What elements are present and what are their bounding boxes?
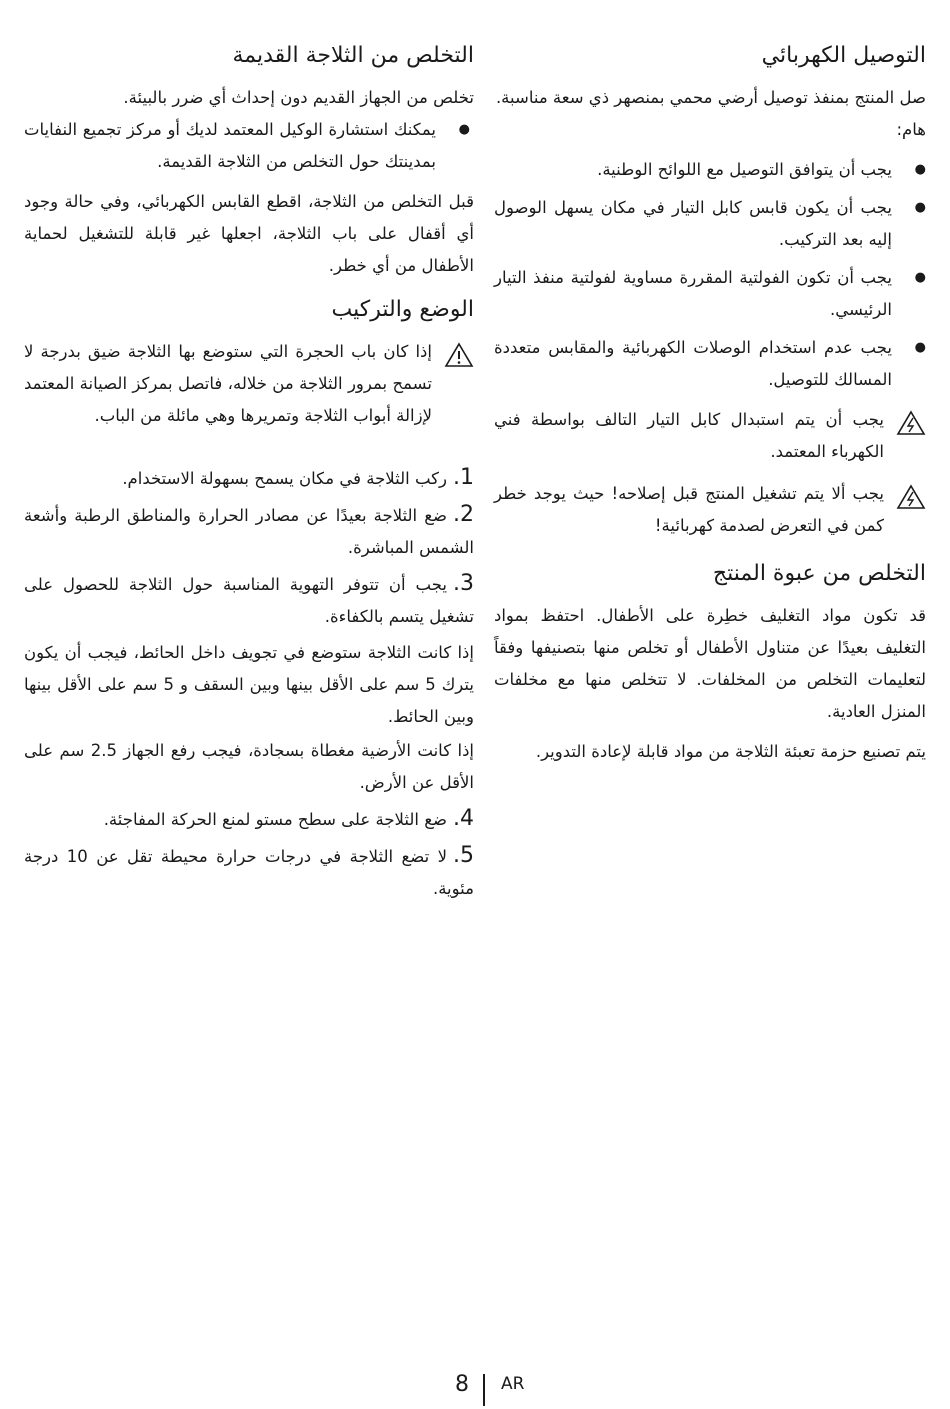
step-number: 1. bbox=[453, 465, 474, 490]
step-text: ضع الثلاجة على سطح مستو لمنع الحركة المفاجئة. bbox=[103, 810, 447, 829]
placement-installation-section bbox=[24, 292, 474, 905]
placement-step-3 bbox=[24, 568, 474, 633]
placement-warning bbox=[24, 336, 474, 432]
caution-triangle-icon bbox=[444, 342, 474, 368]
packaging-paragraph-1: قد تكون مواد التغليف خطِرة على الأطفال. احتفظ بمواد التغليف بعيدًا عن متناول الأطفال أو تخلص منها بتصنيفها وفقاً لتعليمات التخلص من المخلفات. لا تتخلص منها مع مخلفات المنزل العادية. bbox=[494, 606, 926, 721]
disposal-paragraph-2: قبل التخلص من الثلاجة، اقطع القابس الكهربائي، وفي حالة وجود أي أقفال على باب الثلاجة، اجعلها غير قابلة للتشغيل لحماية الأطفال من أي خطر. bbox=[24, 192, 474, 275]
electrical-connection-heading: التوصيل الكهربائي bbox=[761, 43, 926, 68]
page-footer bbox=[455, 1372, 595, 1404]
old-fridge-disposal-heading: التخلص من الثلاجة القديمة bbox=[232, 43, 474, 68]
step-text: لا تضع الثلاجة في درجات حرارة محيطة تقل عن 10 درجة مئوية. bbox=[24, 847, 474, 898]
electric-hazard-triangle-icon bbox=[896, 410, 926, 436]
electrical-bullet-3: ● يجب أن تكون الفولتية المقررة مساوية لفولتية منفذ التيار الرئيسي. bbox=[494, 262, 892, 326]
placement-step-2 bbox=[24, 499, 474, 564]
step-text: ضع الثلاجة بعيدًا عن مصادر الحرارة والمناطق الرطبة وأشعة الشمس المباشرة. bbox=[24, 506, 474, 557]
placement-installation-heading: الوضع والتركيب bbox=[331, 297, 474, 322]
placement-step-4 bbox=[24, 803, 474, 836]
step-number: 2. bbox=[453, 502, 474, 527]
step-text: يجب أن تتوفر التهوية المناسبة حول الثلاجة للحصول على تشغيل يتسم بالكفاءة. bbox=[24, 575, 474, 626]
placement-step-5 bbox=[24, 840, 474, 905]
electrical-intro: صل المنتج بمنفذ توصيل أرضي محمي بمنصهر ذي سعة مناسبة. bbox=[495, 88, 926, 107]
placement-step-1 bbox=[24, 462, 474, 495]
electrical-warning-1-text: يجب أن يتم استبدال كابل التيار التالف بواسطة فني الكهرباء المعتمد. bbox=[494, 410, 884, 461]
electrical-bullet-list bbox=[494, 154, 926, 396]
placement-steps-list bbox=[24, 462, 474, 633]
left-column bbox=[24, 38, 474, 909]
packaging-disposal-heading: التخلص من عبوة المنتج bbox=[712, 561, 926, 586]
electrical-bullet-1: ● يجب أن يتوافق التوصيل مع اللوائح الوطنية. bbox=[494, 154, 892, 186]
step-number: 3. bbox=[453, 571, 474, 596]
carpet-note: إذا كانت الأرضية مغطاة بسجادة، فيجب رفع الجهاز 2.5 سم على الأقل عن الأرض. bbox=[24, 741, 475, 792]
right-column bbox=[494, 38, 926, 776]
packaging-paragraph-2: يتم تصنيع حزمة تعبئة الثلاجة من مواد قابلة لإعادة التدوير. bbox=[535, 742, 926, 761]
electric-hazard-triangle-icon bbox=[896, 484, 926, 510]
electrical-warning-2 bbox=[494, 478, 926, 542]
important-label: هام: bbox=[896, 120, 926, 139]
electrical-warning-2-text: يجب ألا يتم تشغيل المنتج قبل إصلاحه! حيث يوجد خطر كمن في التعرض لصدمة كهربائية! bbox=[494, 484, 884, 535]
step-text: ركب الثلاجة في مكان يسمح بسهولة الاستخدام. bbox=[122, 469, 447, 488]
electrical-bullet-2: ● يجب أن يكون قابس كابل التيار في مكان يسهل الوصول إليه بعد التركيب. bbox=[494, 192, 892, 256]
placement-steps-list-2 bbox=[24, 803, 474, 905]
placement-warning-text: إذا كان باب الحجرة التي ستوضع بها الثلاجة ضيق بدرجة لا تسمح بمرور الثلاجة من خلاله، فاتصل بمركز الصيانة المعتمد لإزالة أبواب الثلاجة وتمريرها وهي مائلة من الباب. bbox=[24, 342, 432, 425]
disposal-intro: تخلص من الجهاز القديم دون إحداث أي ضرر بالبيئة. bbox=[123, 88, 474, 107]
packaging-disposal-section bbox=[494, 556, 926, 768]
old-fridge-disposal-section bbox=[24, 38, 474, 282]
disposal-bullet-1: ● يمكنك استشارة الوكيل المعتمد لديك أو مركز تجميع النفايات بمدينتك حول التخلص من الثلاجة القديمة. bbox=[24, 114, 436, 178]
footer-divider bbox=[483, 1374, 485, 1406]
step-number: 4. bbox=[453, 806, 474, 831]
step-number: 5. bbox=[453, 843, 474, 868]
disposal-bullet-list bbox=[24, 114, 474, 178]
language-code: AR bbox=[501, 1374, 525, 1394]
electrical-connection-section bbox=[494, 38, 926, 542]
electrical-warning-1 bbox=[494, 404, 926, 468]
recess-note: إذا كانت الثلاجة ستوضع في تجويف داخل الحائط، فيجب أن يكون يترك 5 سم على الأقل بينها وبين السقف و 5 سم على الأقل بينها وبين الحائط. bbox=[24, 643, 474, 726]
page-number: 8 bbox=[455, 1372, 469, 1397]
electrical-bullet-4: ● يجب عدم استخدام الوصلات الكهربائية والمقابس متعددة المسالك للتوصيل. bbox=[494, 332, 892, 396]
